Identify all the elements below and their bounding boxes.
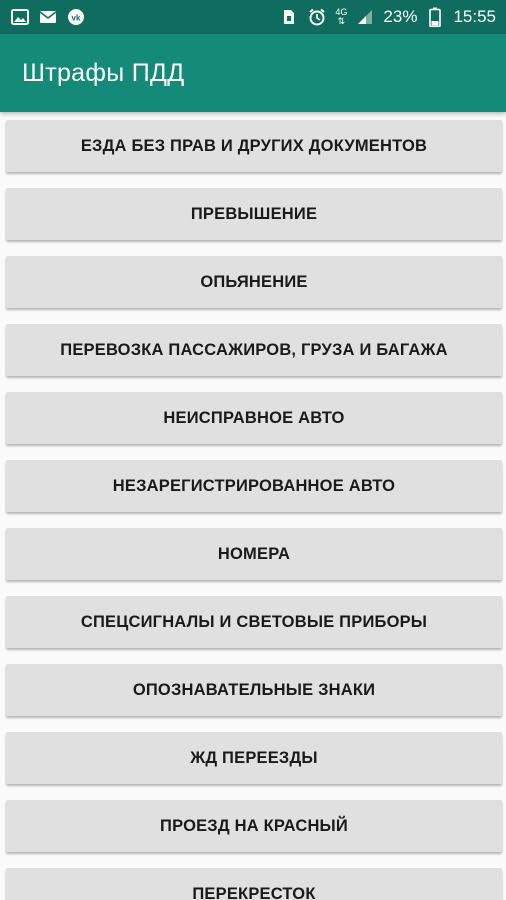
- network-type-text: 4G: [335, 7, 348, 17]
- app-title: Штрафы ПДД: [22, 58, 185, 87]
- alarm-icon: [307, 7, 327, 27]
- email-icon: [38, 7, 58, 27]
- category-button[interactable]: ОПОЗНАВАТЕЛЬНЫЕ ЗНАКИ: [6, 664, 502, 716]
- vk-icon: [66, 7, 86, 27]
- status-left-icons: [10, 7, 86, 27]
- category-button[interactable]: НОМЕРА: [6, 528, 502, 580]
- battery-icon: [425, 7, 445, 27]
- category-button[interactable]: ПРОЕЗД НА КРАСНЫЙ: [6, 800, 502, 852]
- category-button[interactable]: ПРЕВЫШЕНИЕ: [6, 188, 502, 240]
- data-arrows-icon: ⇅: [337, 16, 346, 26]
- clock: 15:55: [453, 7, 496, 26]
- app-bar: [0, 34, 506, 112]
- category-button[interactable]: ОПЬЯНЕНИЕ: [6, 256, 502, 308]
- category-button[interactable]: НЕИСПРАВНОЕ АВТО: [6, 392, 502, 444]
- category-button[interactable]: ЕЗДА БЕЗ ПРАВ И ДРУГИХ ДОКУМЕНТОВ: [6, 120, 502, 172]
- category-button[interactable]: ЖД ПЕРЕЕЗДЫ: [6, 732, 502, 784]
- status-bar: [0, 0, 506, 34]
- category-button[interactable]: ПЕРЕВОЗКА ПАССАЖИРОВ, ГРУЗА И БАГАЖА: [6, 324, 502, 376]
- signal-icon: [355, 7, 375, 27]
- svg-text:vk: vk: [71, 13, 81, 23]
- category-button[interactable]: СПЕЦСИГНАЛЫ И СВЕТОВЫЕ ПРИБОРЫ: [6, 596, 502, 648]
- sim-icon: [279, 7, 299, 27]
- battery-percent: 23%: [383, 7, 418, 26]
- network-type-label: [335, 8, 347, 26]
- image-icon: [10, 7, 30, 27]
- category-button[interactable]: НЕЗАРЕГИСТРИРОВАННОЕ АВТО: [6, 460, 502, 512]
- status-right-icons: [279, 7, 496, 27]
- category-button[interactable]: ПЕРЕКРЕСТОК: [6, 868, 502, 900]
